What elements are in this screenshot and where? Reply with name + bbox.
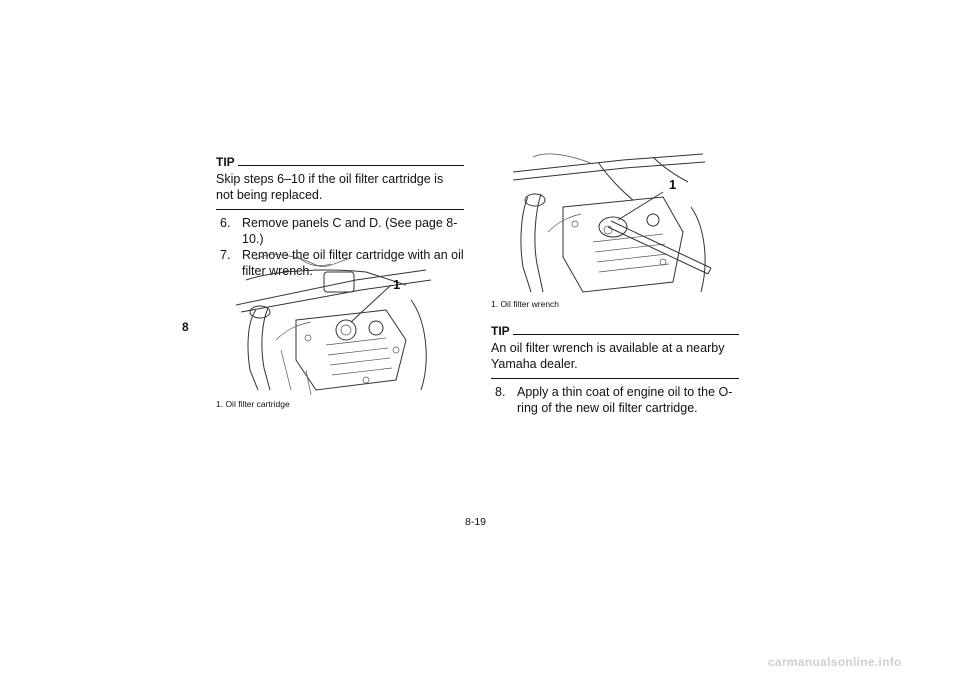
tip-text: Skip steps 6–10 if the oil filter cartridge is not being replaced.	[216, 172, 444, 202]
footer-watermark: carmanualsonline.info	[768, 655, 902, 669]
right-column	[491, 324, 739, 416]
step-item	[491, 384, 739, 416]
figure-oil-filter-wrench	[513, 152, 713, 297]
tip-heading	[491, 324, 739, 338]
figure-caption: 1. Oil filter cartridge	[216, 399, 290, 409]
figure-oil-filter-cartridge	[236, 250, 436, 398]
step-text: Remove the oil filter cartridge with an oil filter wrench.	[242, 248, 464, 278]
step-list	[491, 384, 739, 416]
step-number: 7.	[220, 248, 231, 262]
figure-callout-number: 1	[669, 177, 677, 192]
step-text: Apply a thin coat of engine oil to the O-ring of the new oil filter cartridge.	[517, 385, 733, 415]
tip-rule	[238, 164, 464, 166]
figure-caption: 1. Oil filter wrench	[491, 299, 560, 309]
figure-callout-number: 1	[393, 277, 401, 292]
step-number: 8.	[495, 385, 506, 399]
chapter-number: 8	[182, 320, 189, 334]
tip-end-rule	[216, 209, 464, 210]
tip-rule	[513, 333, 739, 335]
step-text: Remove panels C and D. (See page 8-10.)	[242, 216, 458, 246]
tip-heading	[216, 155, 464, 169]
tip-heading-label: TIP	[491, 324, 510, 338]
tip-text: An oil filter wrench is available at a nearby Yamaha dealer.	[491, 341, 725, 371]
tip-end-rule	[491, 378, 739, 379]
step-number: 6.	[220, 216, 231, 230]
step-item	[216, 215, 464, 247]
page-number: 8-19	[465, 516, 487, 528]
tip-heading-label: TIP	[216, 155, 235, 169]
